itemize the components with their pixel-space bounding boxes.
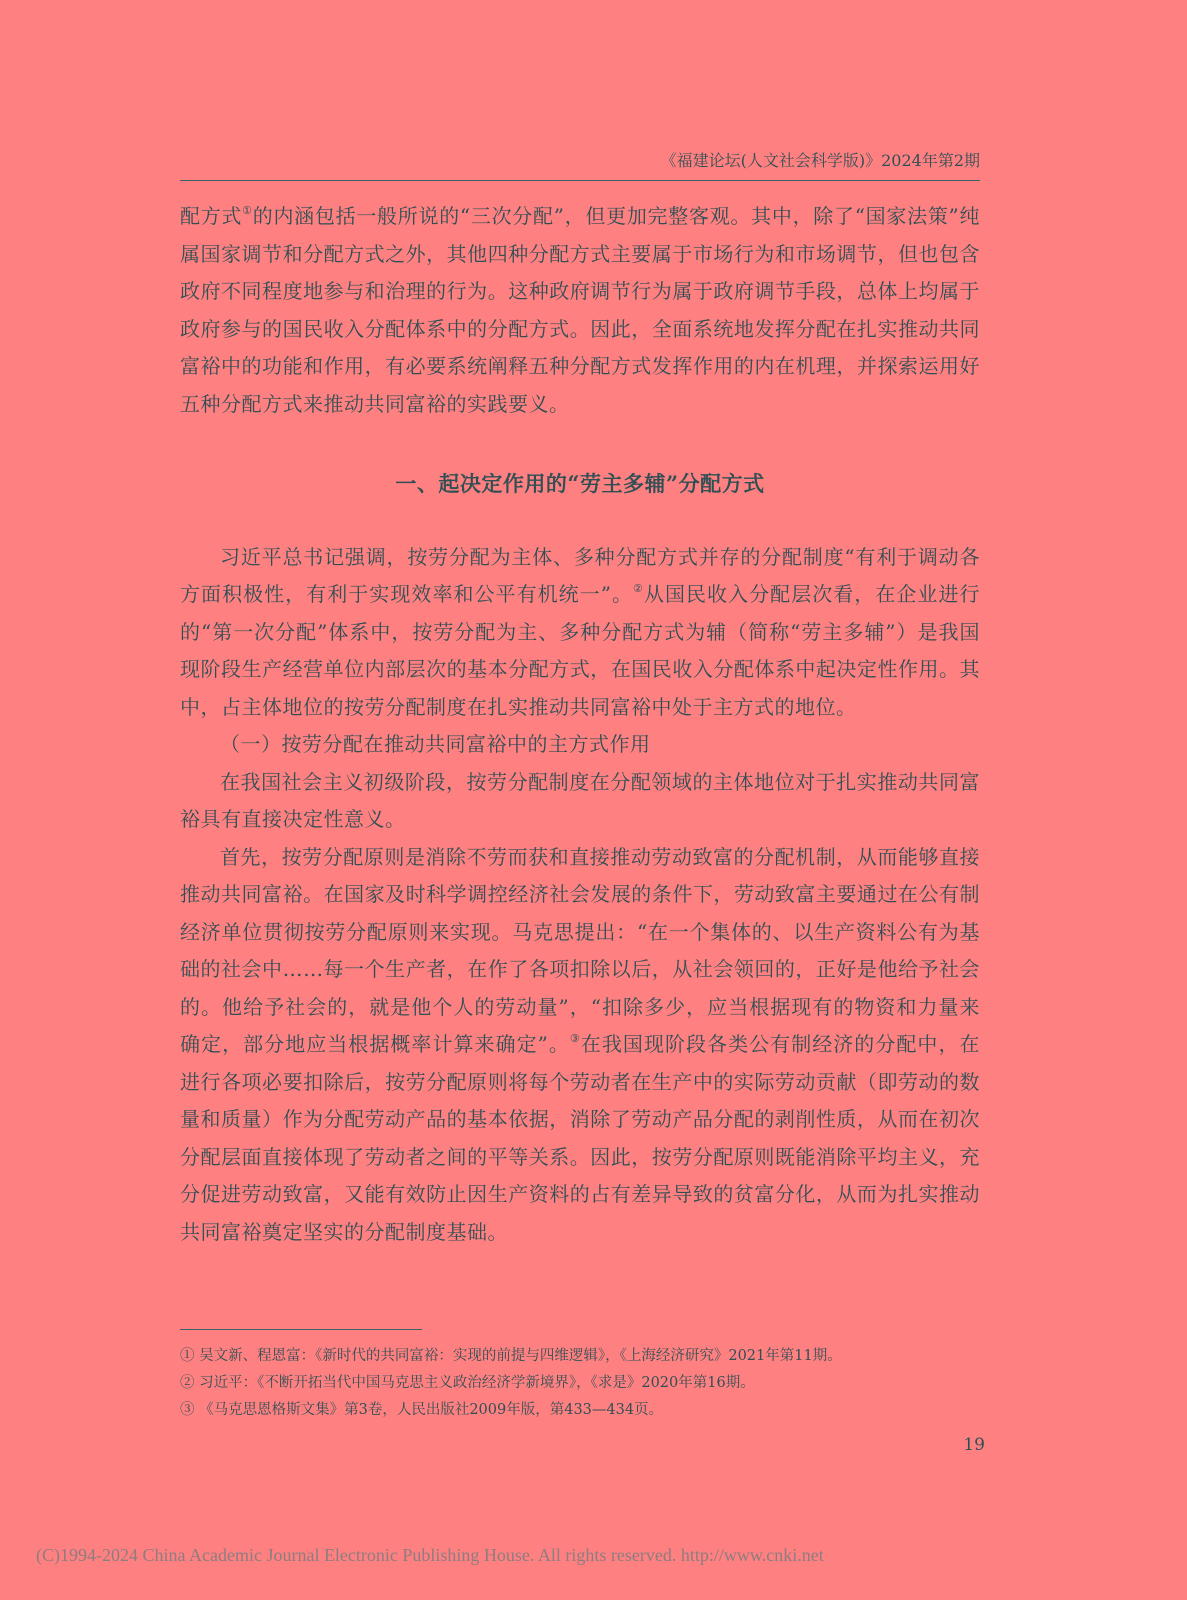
footnote-divider [180,1329,422,1330]
article-body [180,198,980,1251]
paragraph-2: 在我国社会主义初级阶段，按劳分配制度在分配领域的主体地位对于扎实推动共同富裕具有直接决定性意义。 [180,769,980,831]
footnote-3: ③ 《马克思恩格斯文集》第3卷，人民出版社2009年版，第433—434页。 [180,1402,664,1418]
intro-text-1: 配方式 [180,204,243,228]
journal-header: 《福建论坛(人文社会科学版)》2024年第2期 [660,151,980,170]
section-title: 一、起决定作用的“劳主多辅”分配方式 [395,471,765,496]
copyright-notice: (C)1994-2024 China Academic Journal Electronic Publishing House. All rights reserved. http://www.cnki.net [36,1545,824,1565]
subheading: （一）按劳分配在推动共同富裕中的主方式作用 [220,732,651,756]
intro-paragraph [180,198,980,423]
page-number: 19 [963,1435,985,1455]
footnote-ref-1[interactable]: ① [242,204,253,217]
footnotes [180,1343,980,1424]
footnote-2: ② 习近平：《不断开拓当代中国马克思主义政治经济学新境界》，《求是》2020年第16期。 [180,1375,755,1391]
header-divider [180,180,980,181]
paragraph-3-text-1: 首先，按劳分配原则是消除不劳而获和直接推动劳动致富的分配机制，从而能够直接推动共同富裕。在国家及时科学调控经济社会发展的条件下，劳动致富主要通过在公有制经济单位贯彻按劳分配原则来实现。马克思提出：“在一个集体的、以生产资料公有为基础的社会中……每一个生产者，在作了各项扣除以后，从社会领回的，正好是他给予社会的。他给予社会的，就是他个人的劳动量”，“扣除多少，应当根据现有的物资和力量来确定，部分地应当根据概率计算来确定”。 [180,844,980,1056]
paragraph-1 [180,539,980,727]
footnote-ref-2[interactable]: ② [633,582,644,595]
intro-text-2: 的内涵包括一般所说的“三次分配”，但更加完整客观。其中，除了“国家法策”纯属国家调节和分配方式之外，其他四种分配方式主要属于市场行为和市场调节，但也包含政府不同程度地参与和治理的行为。这种政府调节行为属于政府调节手段，总体上均属于政府参与的国民收入分配体系中的分配方式。因此，全面系统地发挥分配在扎实推动共同富裕中的功能和作用，有必要系统阐释五种分配方式发挥作用的内在机理，并探索运用好五种分配方式来推动共同富裕的实践要义。 [180,204,980,416]
paragraph-1-text-1: 习近平总书记强调，按劳分配为主体、多种分配方式并存的分配制度“有利于调动各方面积极性，有利于实现效率和公平有机统一”。 [180,544,980,606]
paragraph-3-text-2: 在我国现阶段各类公有制经济的分配中，在进行各项必要扣除后，按劳分配原则将每个劳动者在生产中的实际劳动贡献（即劳动的数量和质量）作为分配劳动产品的基本依据，消除了劳动产品分配的剥削性质，从而在初次分配层面直接体现了劳动者之间的平等关系。因此，按劳分配原则既能消除平均主义，充分促进劳动致富，又能有效防止因生产资料的占有差异导致的贫富分化，从而为扎实推动共同富裕奠定坚实的分配制度基础。 [180,1032,980,1244]
paragraph-1-text-2: 从国民收入分配层次看，在企业进行的“第一次分配”体系中，按劳分配为主、多种分配方式为辅（简称“劳主多辅”）是我国现阶段生产经营单位内部层次的基本分配方式，在国民收入分配体系中起决定性作用。其中，占主体地位的按劳分配制度在扎实推动共同富裕中处于主方式的地位。 [180,582,980,719]
paragraph-3 [180,839,980,1252]
footnote-ref-3[interactable]: ③ [569,1032,581,1045]
footnote-1: ① 吴文新、程恩富：《新时代的共同富裕：实现的前提与四维逻辑》，《上海经济研究》2021年第11期。 [180,1348,842,1364]
